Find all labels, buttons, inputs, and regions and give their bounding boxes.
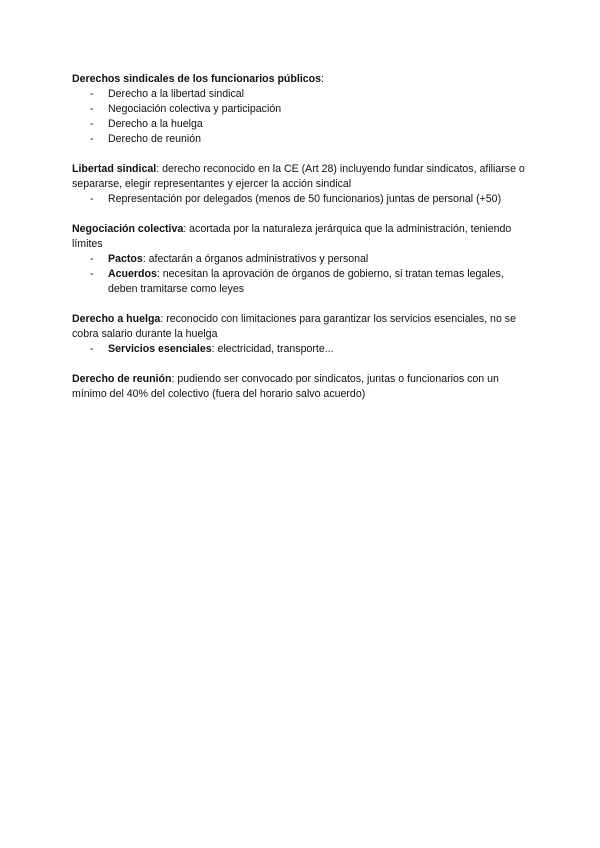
list-item-text: Derecho de reunión	[108, 133, 202, 145]
list-item-text: Negociación colectiva y participación	[108, 103, 282, 115]
reunion-text: : pudiendo ser convocado por sindicatos, juntas o funcionarios con un mínimo del 40% del colectivo (fuera del horario salvo acuerdo)	[72, 373, 499, 400]
list-item	[72, 252, 532, 267]
list-item	[72, 87, 532, 102]
list-item-text: : necesitan la aprovación de órganos de gobierno, si tratan temas legales, deben tramitarse como leyes	[108, 268, 504, 295]
list-item-term: Pactos	[108, 253, 143, 265]
bullet-dash: -	[90, 268, 94, 280]
intro-title: Derechos sindicales de los funcionarios públicos	[72, 73, 322, 85]
libertad-paragraph	[72, 162, 532, 192]
negociacion-list	[72, 252, 532, 297]
list-item-text: : afectarán a órganos administrativos y personal	[142, 253, 369, 265]
spacer	[72, 207, 532, 222]
libertad-list	[72, 192, 532, 207]
huelga-list	[72, 342, 532, 357]
spacer	[72, 147, 532, 162]
spacer	[72, 297, 532, 312]
list-item-term: Servicios esenciales	[108, 343, 212, 355]
huelga-paragraph	[72, 312, 532, 342]
list-item	[72, 102, 532, 117]
bullet-dash: -	[90, 343, 94, 355]
bullet-dash: -	[90, 133, 94, 145]
intro-list	[72, 87, 532, 147]
libertad-term: Libertad sindical	[72, 163, 157, 175]
reunion-term: Derecho de reunión	[72, 373, 172, 385]
bullet-dash: -	[90, 118, 94, 130]
document-page	[72, 72, 532, 402]
huelga-text: : reconocido con limitaciones para garantizar los servicios esenciales, no se cobra salario durante la huelga	[72, 313, 516, 340]
list-item	[72, 132, 532, 147]
bullet-dash: -	[90, 103, 94, 115]
bullet-dash: -	[90, 193, 94, 205]
list-item-text: Representación por delegados (menos de 50 funcionarios) juntas de personal (+50)	[108, 193, 502, 205]
list-item-text: Derecho a la huelga	[108, 118, 203, 130]
intro-colon: :	[321, 73, 324, 85]
list-item-text: Derecho a la libertad sindical	[108, 88, 245, 100]
reunion-paragraph	[72, 372, 532, 402]
intro-heading	[72, 72, 532, 87]
list-item-text: : electricidad, transporte...	[211, 343, 334, 355]
list-item	[72, 342, 532, 357]
list-item-term: Acuerdos	[108, 268, 157, 280]
libertad-text: : derecho reconocido en la CE (Art 28) incluyendo fundar sindicatos, afiliarse o separarse, elegir representantes y ejercer la acción sindical	[72, 163, 525, 190]
list-item	[72, 117, 532, 132]
spacer	[72, 357, 532, 372]
negociacion-paragraph	[72, 222, 532, 252]
negociacion-term: Negociación colectiva	[72, 223, 184, 235]
negociacion-text: : acortada por la naturaleza jerárquica que la administración, teniendo límites	[72, 223, 512, 250]
bullet-dash: -	[90, 88, 94, 100]
bullet-dash: -	[90, 253, 94, 265]
list-item	[72, 192, 532, 207]
huelga-term: Derecho a huelga	[72, 313, 161, 325]
list-item	[72, 267, 532, 297]
